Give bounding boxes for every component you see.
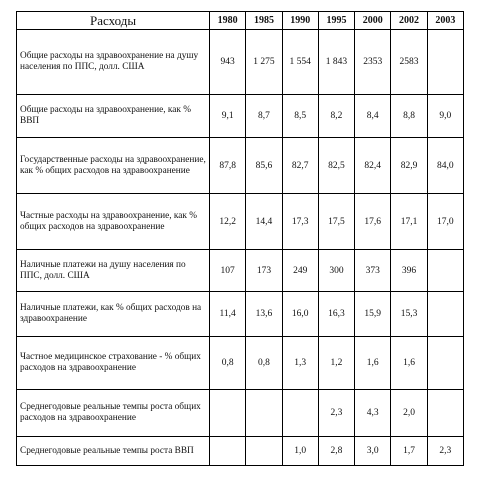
header-year: 2002 bbox=[391, 12, 427, 30]
table-cell bbox=[427, 292, 463, 337]
table-cell: 2,0 bbox=[391, 390, 427, 437]
table-cell: 0,8 bbox=[210, 337, 246, 390]
table-cell bbox=[427, 337, 463, 390]
table-cell: 2,8 bbox=[318, 437, 354, 466]
header-year: 1990 bbox=[282, 12, 318, 30]
table-row bbox=[17, 95, 464, 138]
table-cell: 8,4 bbox=[355, 95, 391, 138]
table-cell: 15,3 bbox=[391, 292, 427, 337]
table-cell: 13,6 bbox=[246, 292, 282, 337]
table-row bbox=[17, 390, 464, 437]
table-cell: 373 bbox=[355, 250, 391, 292]
table-cell: 17,0 bbox=[427, 194, 463, 250]
header-expenses: Расходы bbox=[17, 12, 210, 30]
row-label: Частные расходы на здравоохранение, как % общих расходов на здравоохранение bbox=[17, 194, 210, 250]
table-cell: 9,1 bbox=[210, 95, 246, 138]
table-cell: 8,8 bbox=[391, 95, 427, 138]
table-row bbox=[17, 194, 464, 250]
header-year: 1985 bbox=[246, 12, 282, 30]
expenditure-table bbox=[16, 11, 464, 466]
row-label: Общие расходы на здравоохранение на душу населения по ППС, долл. США bbox=[17, 30, 210, 95]
row-label: Среднегодовые реальные темпы роста общих расходов на здравоохранение bbox=[17, 390, 210, 437]
header-year: 1995 bbox=[318, 12, 354, 30]
table-cell: 0,8 bbox=[246, 337, 282, 390]
table-cell: 2583 bbox=[391, 30, 427, 95]
row-label: Наличные платежи, как % общих расходов на здравоохранение bbox=[17, 292, 210, 337]
table-cell: 17,6 bbox=[355, 194, 391, 250]
table-cell: 4,3 bbox=[355, 390, 391, 437]
table-cell: 17,5 bbox=[318, 194, 354, 250]
table-cell: 16,3 bbox=[318, 292, 354, 337]
table-row bbox=[17, 337, 464, 390]
table-cell: 14,4 bbox=[246, 194, 282, 250]
table-row bbox=[17, 437, 464, 466]
table-cell: 84,0 bbox=[427, 138, 463, 194]
table-cell: 3,0 bbox=[355, 437, 391, 466]
table-cell: 82,5 bbox=[318, 138, 354, 194]
table-cell: 1,3 bbox=[282, 337, 318, 390]
table-row bbox=[17, 250, 464, 292]
table-cell: 1,6 bbox=[355, 337, 391, 390]
table-header-row bbox=[17, 12, 464, 30]
table-cell: 8,2 bbox=[318, 95, 354, 138]
row-label: Среднегодовые реальные темпы роста ВВП bbox=[17, 437, 210, 466]
table-cell bbox=[427, 30, 463, 95]
header-year: 2003 bbox=[427, 12, 463, 30]
table-cell: 12,2 bbox=[210, 194, 246, 250]
row-label: Наличные платежи на душу населения по ППС, долл. США bbox=[17, 250, 210, 292]
table-cell: 1,2 bbox=[318, 337, 354, 390]
table-cell bbox=[427, 250, 463, 292]
table-cell: 8,5 bbox=[282, 95, 318, 138]
table-cell: 15,9 bbox=[355, 292, 391, 337]
table-cell: 2,3 bbox=[318, 390, 354, 437]
table-cell: 1 554 bbox=[282, 30, 318, 95]
table-row bbox=[17, 138, 464, 194]
table-cell: 1,6 bbox=[391, 337, 427, 390]
table-cell bbox=[210, 390, 246, 437]
table-cell: 17,1 bbox=[391, 194, 427, 250]
table-cell bbox=[427, 390, 463, 437]
table-cell: 249 bbox=[282, 250, 318, 292]
table-cell: 9,0 bbox=[427, 95, 463, 138]
table-cell: 17,3 bbox=[282, 194, 318, 250]
header-year: 1980 bbox=[210, 12, 246, 30]
row-label: Общие расходы на здравоохранение, как % ВВП bbox=[17, 95, 210, 138]
expenditure-table-document bbox=[16, 11, 464, 466]
table-cell: 1 843 bbox=[318, 30, 354, 95]
table-cell: 300 bbox=[318, 250, 354, 292]
table-cell: 11,4 bbox=[210, 292, 246, 337]
table-row bbox=[17, 30, 464, 95]
table-cell: 2353 bbox=[355, 30, 391, 95]
table-row bbox=[17, 292, 464, 337]
header-year: 2000 bbox=[355, 12, 391, 30]
table-cell: 107 bbox=[210, 250, 246, 292]
table-cell bbox=[246, 390, 282, 437]
table-cell: 82,9 bbox=[391, 138, 427, 194]
table-cell: 82,4 bbox=[355, 138, 391, 194]
table-cell: 173 bbox=[246, 250, 282, 292]
row-label: Частное медицинское страхование - % общих расходов на здравоохранение bbox=[17, 337, 210, 390]
table-cell: 1,7 bbox=[391, 437, 427, 466]
row-label: Государственные расходы на здравоохранение, как % общих расходов на здравоохранение bbox=[17, 138, 210, 194]
table-cell: 87,8 bbox=[210, 138, 246, 194]
table-cell bbox=[246, 437, 282, 466]
table-cell: 396 bbox=[391, 250, 427, 292]
table-cell bbox=[210, 437, 246, 466]
table-cell bbox=[282, 390, 318, 437]
table-cell: 8,7 bbox=[246, 95, 282, 138]
table-cell: 85,6 bbox=[246, 138, 282, 194]
table-cell: 1,0 bbox=[282, 437, 318, 466]
table-cell: 2,3 bbox=[427, 437, 463, 466]
table-cell: 16,0 bbox=[282, 292, 318, 337]
table-cell: 1 275 bbox=[246, 30, 282, 95]
table-cell: 943 bbox=[210, 30, 246, 95]
table-cell: 82,7 bbox=[282, 138, 318, 194]
